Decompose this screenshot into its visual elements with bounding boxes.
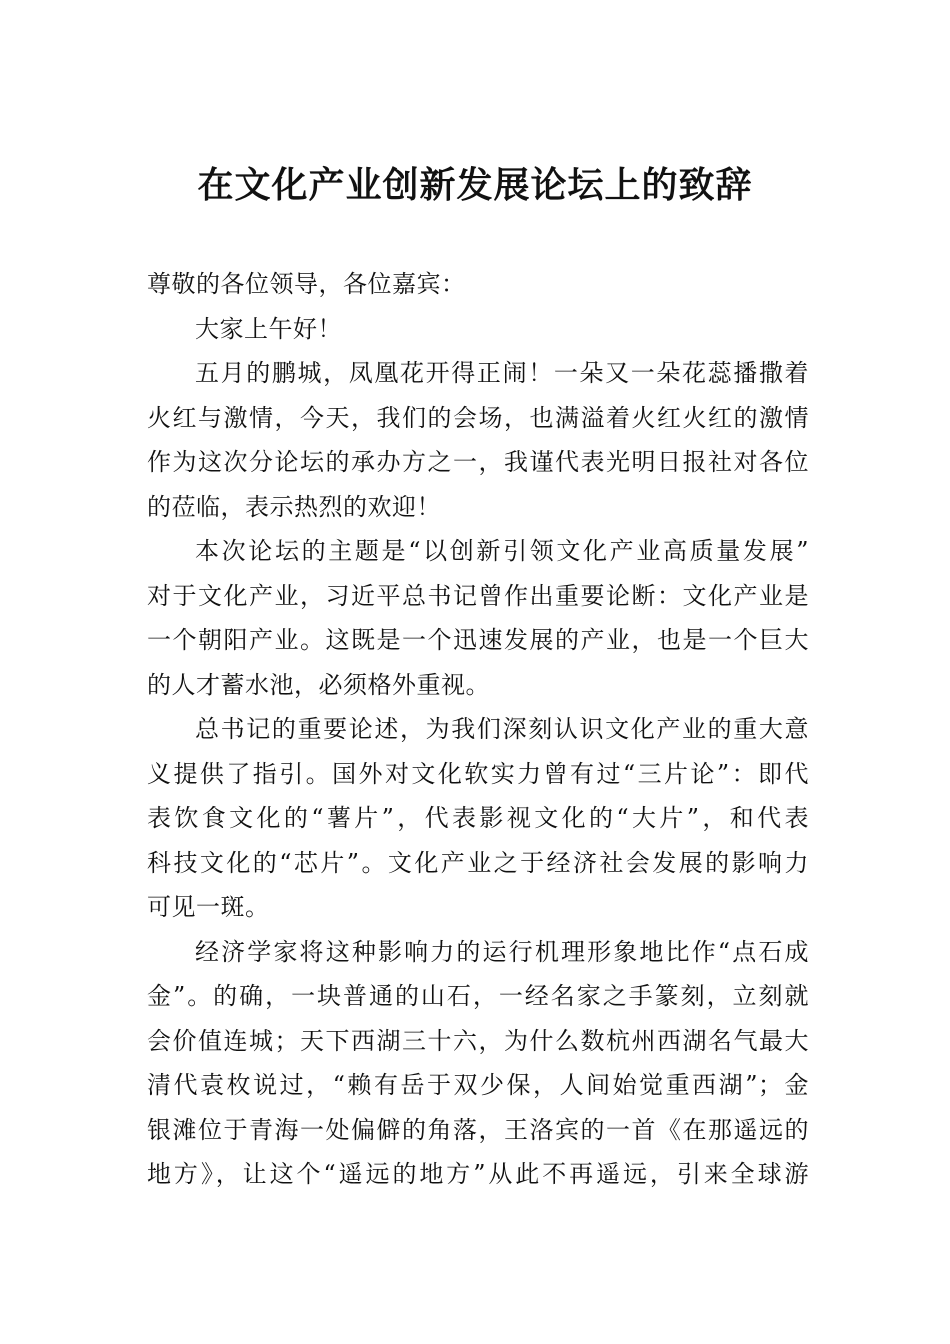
text-line: 作为这次分论坛的承办方之一，我谨代表光明日报社对各位 [147,448,809,476]
paragraph [147,707,809,930]
text-line: 可见一斑。 [147,893,270,921]
text-line: 五月的鹏城，凤凰花开得正闹！一朵又一朵花蕊播撒着 [195,359,809,387]
text-line: 尊敬的各位领导，各位嘉宾： [147,270,466,298]
text-line: 地方》，让这个“遥远的地方”从此不再遥远，引来全球游 [147,1160,809,1188]
text-line: 对于文化产业，习近平总书记曾作出重要论断：文化产业是 [147,581,809,610]
document-title: 在文化产业创新发展论坛上的致辞 [197,164,753,206]
paragraph [147,262,809,307]
text-line: 一个朝阳产业。这既是一个迅速发展的产业，也是一个巨大 [147,626,809,654]
text-line: 经济学家将这种影响力的运行机理形象地比作“点石成 [195,937,809,966]
text-line: 义提供了指引。国外对文化软实力曾有过“三片论”：即代 [147,759,809,788]
text-line: 的莅临，表示热烈的欢迎！ [147,492,441,521]
text-line: 总书记的重要论述，为我们深刻认识文化产业的重大意 [195,715,809,743]
text-line: 火红与激情，今天，我们的会场，也满溢着火红火红的激情 [147,403,809,432]
text-line: 会价值连城；天下西湖三十六，为什么数杭州西湖名气最大 [147,1026,809,1055]
paragraph [147,307,809,352]
paragraph [147,529,809,707]
text-line: 大家上午好！ [195,314,342,343]
text-line: 清代袁枚说过，“赖有岳于双少保，人间始觉重西湖”；金 [147,1071,809,1099]
document-body [147,262,809,1197]
text-line: 科技文化的“芯片”。文化产业之于经济社会发展的影响力 [147,848,809,877]
paragraph [147,930,809,1197]
text-line: 本次论坛的主题是“以创新引领文化产业高质量发展” [195,537,809,565]
text-line: 金”。的确，一块普通的山石，一经名家之手篆刻，立刻就 [147,982,809,1010]
text-line: 表饮食文化的“薯片”，代表影视文化的“大片”，和代表 [147,804,809,832]
paragraph [147,351,809,529]
text-line: 银滩位于青海一处偏僻的角落，王洛宾的一首《在那遥远的 [147,1115,809,1144]
text-line: 的人才蓄水池，必须格外重视。 [147,670,490,699]
